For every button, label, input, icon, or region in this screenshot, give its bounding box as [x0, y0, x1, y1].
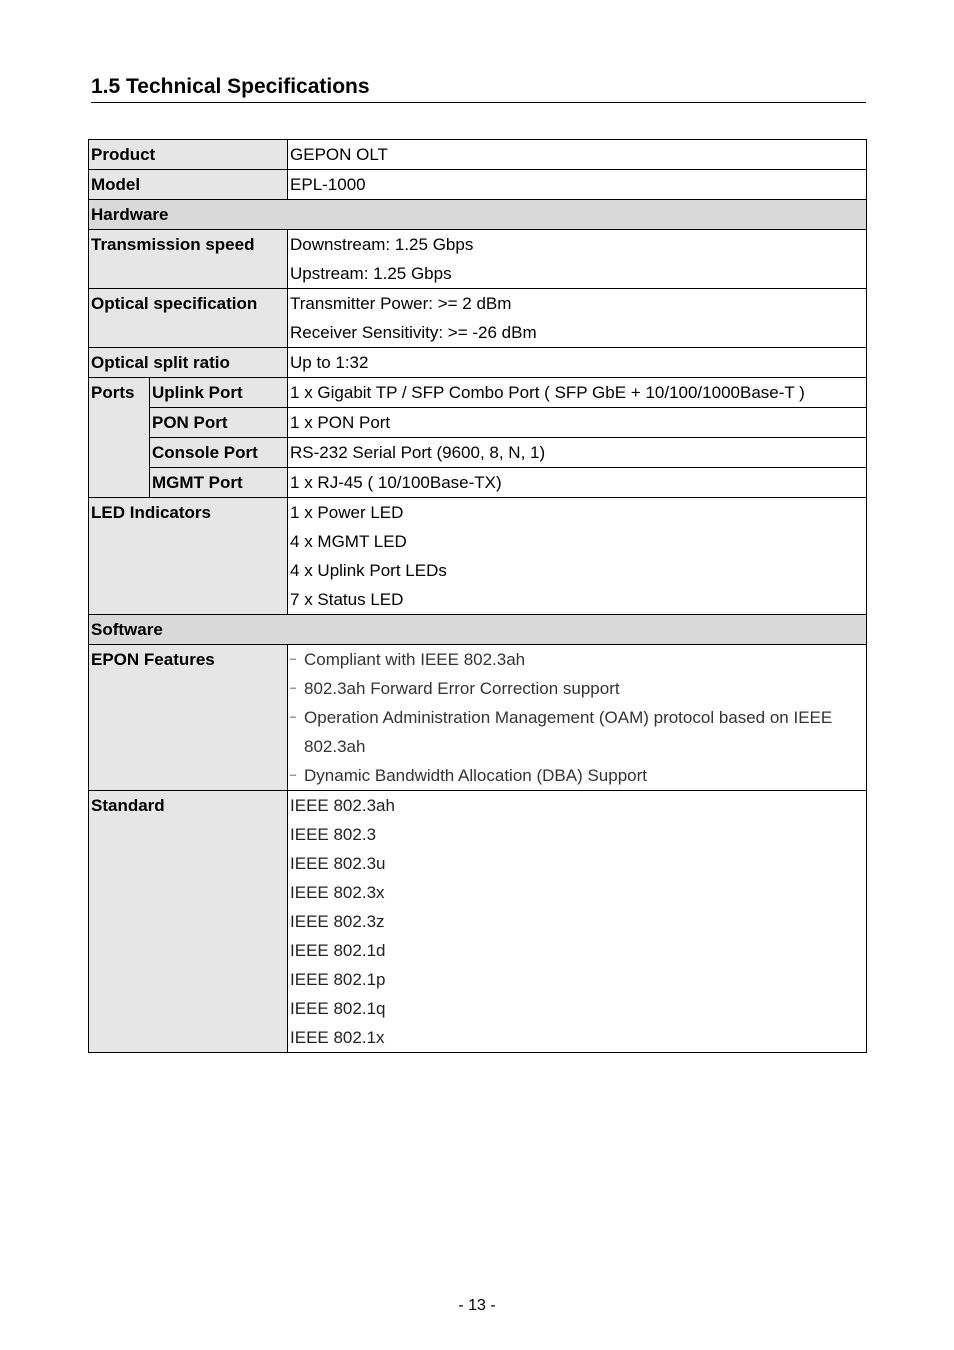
- table-row: [89, 438, 867, 468]
- standard-value: [288, 791, 867, 1053]
- epon-features-value: [288, 645, 867, 791]
- split-ratio-value: Up to 1:32: [288, 348, 867, 378]
- standard-item: IEEE 802.1d: [290, 941, 386, 960]
- standard-label: Standard: [89, 791, 288, 1053]
- transmission-speed-label: Transmission speed: [89, 230, 288, 289]
- page-title: 1.5 Technical Specifications: [91, 72, 866, 103]
- mgmt-port-value: 1 x RJ-45 ( 10/100Base-TX): [288, 468, 867, 498]
- console-port-label: Console Port: [150, 438, 288, 468]
- standard-item: IEEE 802.3ah: [290, 796, 395, 815]
- table-row: [89, 230, 867, 289]
- product-label: Product: [89, 140, 288, 170]
- led-item: 4 x MGMT LED: [290, 532, 407, 551]
- ports-label: Ports: [89, 378, 150, 498]
- bullet-dash-icon: –: [290, 769, 297, 781]
- software-section-header: Software: [89, 615, 867, 645]
- led-indicators-value: [288, 498, 867, 615]
- receiver-sensitivity: Receiver Sensitivity: >= -26 dBm: [290, 323, 537, 342]
- optical-spec-value: [288, 289, 867, 348]
- specifications-table: [88, 139, 867, 1053]
- table-row: [89, 791, 867, 1053]
- standard-item: IEEE 802.1q: [290, 999, 386, 1018]
- epon-feature-item: – Compliant with IEEE 802.3ah: [290, 645, 864, 674]
- table-row: [89, 289, 867, 348]
- bullet-dash-icon: –: [290, 682, 297, 694]
- bullet-dash-icon: –: [290, 711, 297, 723]
- model-value: EPL-1000: [288, 170, 867, 200]
- table-row: [89, 348, 867, 378]
- console-port-value: RS-232 Serial Port (9600, 8, N, 1): [288, 438, 867, 468]
- pon-port-value: 1 x PON Port: [288, 408, 867, 438]
- pon-port-label: PON Port: [150, 408, 288, 438]
- epon-feature-item: – 802.3ah Forward Error Correction support: [290, 674, 864, 703]
- mgmt-port-label: MGMT Port: [150, 468, 288, 498]
- upstream-speed: Upstream: 1.25 Gbps: [290, 264, 452, 283]
- table-row: [89, 200, 867, 230]
- epon-feature-item: – Dynamic Bandwidth Allocation (DBA) Support: [290, 761, 864, 790]
- transmitter-power: Transmitter Power: >= 2 dBm: [290, 294, 512, 313]
- standard-item: IEEE 802.3: [290, 825, 377, 844]
- uplink-port-label: Uplink Port: [150, 378, 288, 408]
- page-number: - 13 -: [458, 1297, 496, 1314]
- product-value: GEPON OLT: [288, 140, 867, 170]
- led-item: 1 x Power LED: [290, 503, 404, 522]
- uplink-port-value: 1 x Gigabit TP / SFP Combo Port ( SFP GbE + 10/100/1000Base-T ): [288, 378, 867, 408]
- standard-item: IEEE 802.1p: [290, 970, 386, 989]
- epon-feature-item: – Operation Administration Management (OAM) protocol based on IEEE 802.3ah: [290, 703, 864, 761]
- table-row: [89, 170, 867, 200]
- standard-item: IEEE 802.3x: [290, 883, 385, 902]
- transmission-speed-value: [288, 230, 867, 289]
- optical-spec-label: Optical specification: [89, 289, 288, 348]
- split-ratio-label: Optical split ratio: [89, 348, 288, 378]
- standard-item: IEEE 802.1x: [290, 1028, 385, 1047]
- downstream-speed: Downstream: 1.25 Gbps: [290, 235, 474, 254]
- table-row: [89, 645, 867, 791]
- led-item: 4 x Uplink Port LEDs: [290, 561, 447, 580]
- model-label: Model: [89, 170, 288, 200]
- table-row: [89, 498, 867, 615]
- led-item: 7 x Status LED: [290, 590, 404, 609]
- standard-item: IEEE 802.3u: [290, 854, 386, 873]
- table-row: [89, 408, 867, 438]
- table-row: [89, 615, 867, 645]
- table-row: [89, 140, 867, 170]
- led-indicators-label: LED Indicators: [89, 498, 288, 615]
- table-row: [89, 378, 867, 408]
- table-row: [89, 468, 867, 498]
- standard-item: IEEE 802.3z: [290, 912, 385, 931]
- hardware-section-header: Hardware: [89, 200, 867, 230]
- epon-features-label: EPON Features: [89, 645, 288, 791]
- bullet-dash-icon: –: [290, 653, 297, 665]
